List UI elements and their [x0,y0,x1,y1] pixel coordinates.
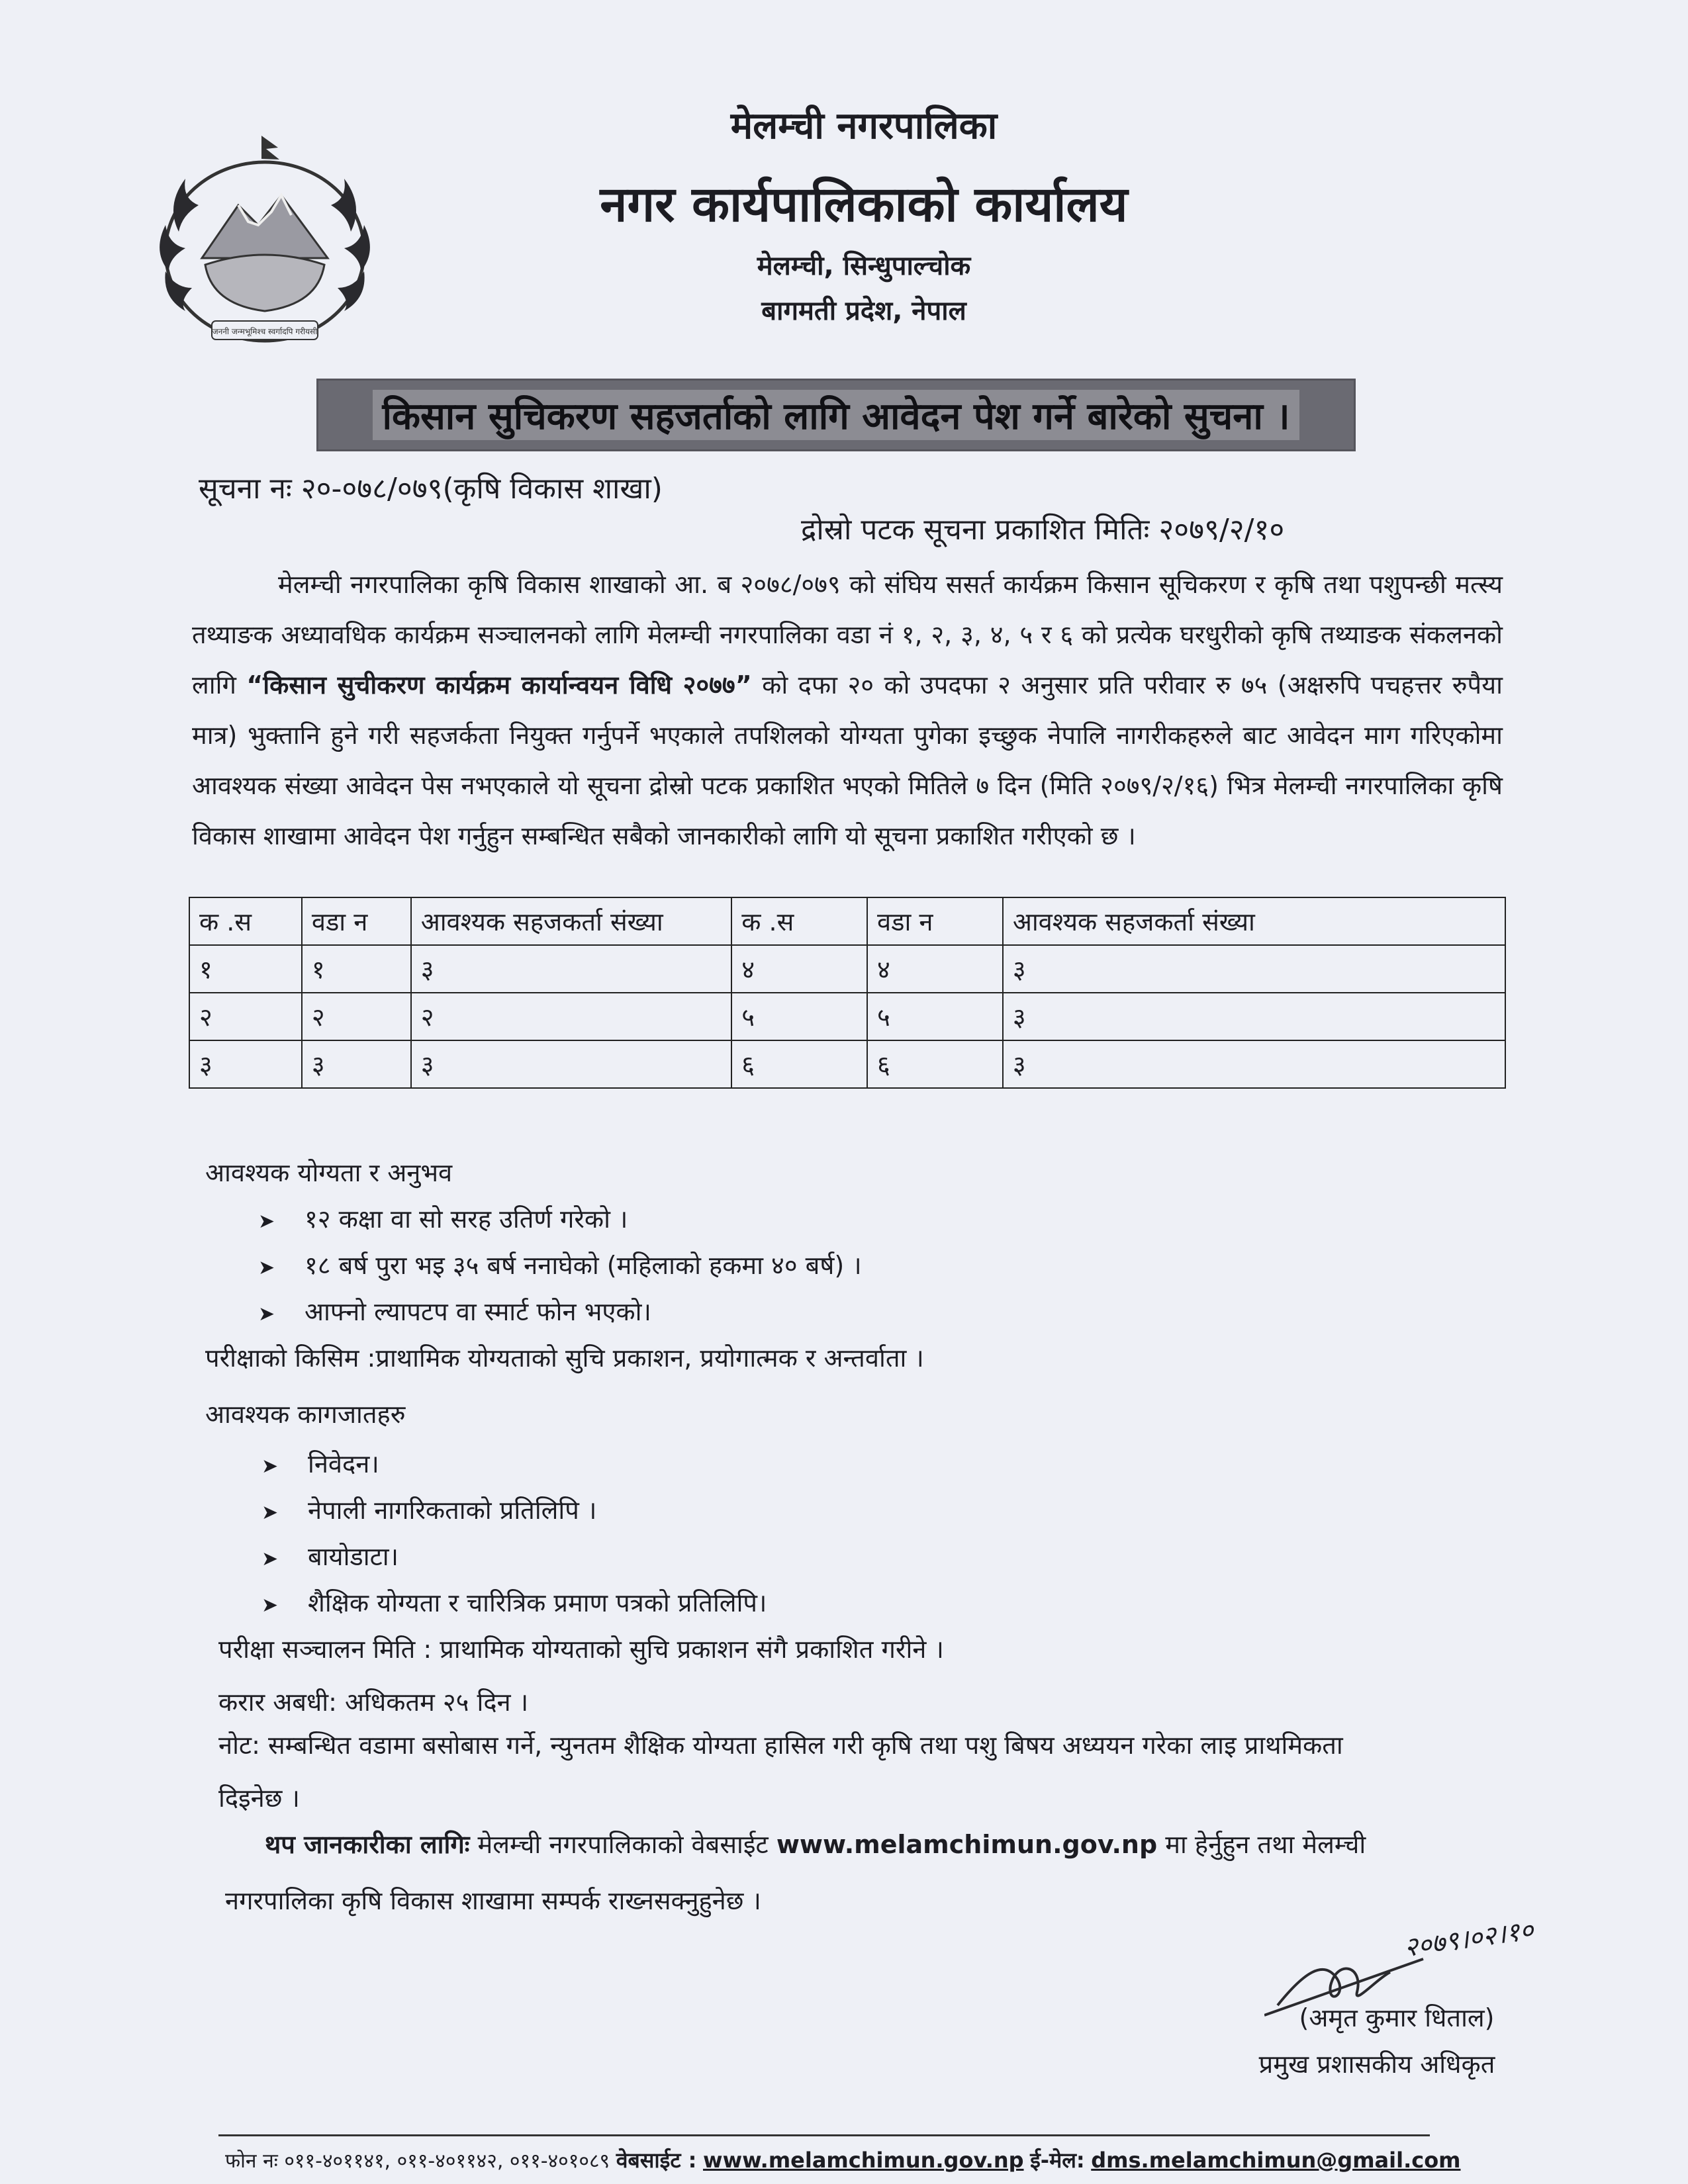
table-row [189,993,1505,1040]
document-item: ➤ निवेदन। [261,1449,379,1479]
more-info-text: मा हेर्नुहुन तथा मेलम्ची [1165,1830,1366,1859]
table-cell: ३ [302,1040,411,1088]
table-cell: २ [302,993,411,1040]
table-cell: २ [411,993,732,1040]
publication-date: द्रोस्रो पटक सूचना प्रकाशित मितिः २०७९/२/१० [801,513,1285,547]
office-name: नगर कार्यपालिकाको कार्यालय [600,176,1128,233]
more-info [265,1827,1523,1861]
emblem-motto: जननी जन्मभूमिश्च स्वर्गादपि गरीयसी [212,327,318,336]
qualifications-heading: आवश्यक योग्यता र अनुभव [205,1158,453,1187]
table-cell: १ [302,945,411,993]
header-cell: वडा न [302,897,411,945]
table-cell: ३ [1003,1040,1505,1088]
notice-title: किसान सुचिकरण सहजर्ताको लागि आवेदन पेश गर्ने बारेको सुचना । [373,390,1299,440]
table-header-row [189,897,1505,945]
arrow-bullet-icon: ➤ [261,1547,279,1570]
arrow-bullet-icon: ➤ [258,1302,275,1326]
notice-number: सूचना नः २०-०७८/०७९(कृषि विकास शाखा) [199,472,663,506]
qualification-item: ➤ १८ बर्ष पुरा भइ ३५ बर्ष ननाघेको (महिलाको हकमा ४० बर्ष) । [258,1251,862,1280]
table-cell: २ [189,993,302,1040]
body-part-2: को दफा २० को उपदफा २ अनुसार प्रति परीवार रु ७५ (अक्षरुपि पचहत्तर रुपैया मात्र) भुक्तानि हुने गरी सहजर्कता नियुक्त गर्नुपर्ने भएकाले तपशिलको योग्यता पुगेका इच्छुक नेपालि नागरीकहरुले बाट आवेदन माग गरिएकोमा आवश्यक संख्या आवेदन पेस नभएकाले यो सूचना द्रोस्रो पटक प्रकाशित भएको मितिले ७ दिन (मिति २०७९/२/१६) भित्र मेलम्ची नगरपालिका कृषि विकास शाखामा आवेदन पेश गर्नुहुन सम्बन्धित सबैको जानकारीको लागि यो सूचना प्रकाशित गरीएको छ । [192,670,1503,850]
table-cell: ३ [411,945,732,993]
document-item: ➤ नेपाली नागरिकताको प्रतिलिपि । [261,1496,597,1525]
footer-website-link[interactable]: www.melamchimun.gov.np [703,2148,1024,2173]
note-line-2: दिइनेछ । [218,1784,300,1813]
qualification-item: ➤ आफ्नो ल्यापटप वा स्मार्ट फोन भएको। [258,1297,651,1326]
table-cell: ४ [867,945,1003,993]
table-row [189,1040,1505,1088]
table-cell: १ [189,945,302,993]
table-cell: ३ [189,1040,302,1088]
qualification-item: ➤ १२ कक्षा वा सो सरह उतिर्ण गरेको । [258,1205,628,1234]
document-item: ➤ बायोडाटा। [261,1542,399,1571]
exam-type: परीक्षाको किसिम :प्राथामिक योग्यताको सुचि प्रकाशन, प्रयोगात्मक र अन्तर्वाता । [205,1343,924,1373]
table-cell: ३ [1003,993,1505,1040]
documents-heading: आवश्यक कागजातहरु [205,1400,406,1429]
table-cell: ५ [731,993,867,1040]
body-part-1: मेलम्ची नगरपालिका कृषि विकास शाखाको आ. ब २०७८/०७९ को संघिय ससर्त कार्यक्रम किसान सूचिकरण र कृषि तथा पशुपन्छी मत्स्य तथ्याङक अध्यावधिक कार्यक्रम सञ्चालनको लागि मेलम्ची नगरपालिका वडा नं १, २, ३, ४, ५ र ६ को प्रत्येक घरधुरीको कृषि तथ्याङक संकलनको लागि [192,570,1503,700]
more-info-label: थप जानकारीका लागिः [265,1830,470,1859]
header-cell: वडा न [867,897,1003,945]
footer-divider [218,2134,1430,2136]
address-line-1: मेलम्ची, सिन्धुपाल्चोक [757,251,971,281]
footer-phone: फोन नः ०११-४०११४१, ०११-४०११४२, ०११-४०१०८९ [225,2150,610,2173]
address-line-2: बागमती प्रदेश, नेपाल [761,296,966,326]
footer [225,2146,1461,2174]
arrow-bullet-icon: ➤ [261,1455,279,1478]
table-row [189,945,1505,993]
exam-date: परीक्षा सञ्चालन मिति : प्राथामिक योग्यताको सुचि प्रकाशन संगै प्रकाशित गरीने । [218,1635,944,1664]
arrow-bullet-icon: ➤ [261,1594,279,1617]
more-info-text: मेलम्ची नगरपालिकाको वेबसाईट [477,1830,769,1859]
footer-website-label: वेबसाईट : [616,2148,697,2173]
arrow-bullet-icon: ➤ [258,1210,275,1233]
footer-email-link[interactable]: dms.melamchimun@gmail.com [1091,2148,1461,2173]
header-cell: क .स [189,897,302,945]
table-cell: ३ [411,1040,732,1088]
table-cell: ४ [731,945,867,993]
note-line-1: नोट: सम्बन्धित वडामा बसोबास गर्ने, न्युनतम शैक्षिक योग्यता हासिल गरी कृषि तथा पशु बिषय अध्ययन गरेका लाइ प्राथमिकता [218,1731,1343,1760]
table-cell: ६ [867,1040,1003,1088]
arrow-bullet-icon: ➤ [261,1501,279,1524]
facilitator-table [189,897,1506,1089]
notice-title-banner [316,379,1356,451]
more-info-website-link[interactable]: www.melamchimun.gov.np [776,1830,1158,1859]
header-cell: आवश्यक सहजकर्ता संख्या [411,897,732,945]
footer-email-label: ई-मेल: [1030,2148,1085,2173]
municipality-name: मेलम्ची नगरपालिका [730,105,998,148]
header-cell: आवश्यक सहजकर्ता संख्या [1003,897,1505,945]
signatory-designation: प्रमुख प्रशासकीय अधिकृत [1258,2050,1495,2079]
body-bold-program: “किसान सुचीकरण कार्यक्रम कार्यान्वयन विधि २०७७” [246,670,752,700]
table-cell: ३ [1003,945,1505,993]
document-item: ➤ शैक्षिक योग्यता र चारित्रिक प्रमाण पत्रको प्रतिलिपि। [261,1588,767,1617]
handwritten-date: २०७९।०२।१० [1402,1915,1536,1964]
header-cell: क .स [731,897,867,945]
contract-period: करार अबधी: अधिकतम २५ दिन । [218,1688,529,1717]
signatory-name: (अमृत कुमार धिताल) [1299,2003,1495,2032]
notice-body [192,559,1503,861]
table-cell: ५ [867,993,1003,1040]
table-cell: ६ [731,1040,867,1088]
more-info-line-2: नगरपालिका कृषि विकास शाखामा सम्पर्क राख्नसक्नुहुनेछ । [225,1886,761,1915]
arrow-bullet-icon: ➤ [258,1256,275,1279]
